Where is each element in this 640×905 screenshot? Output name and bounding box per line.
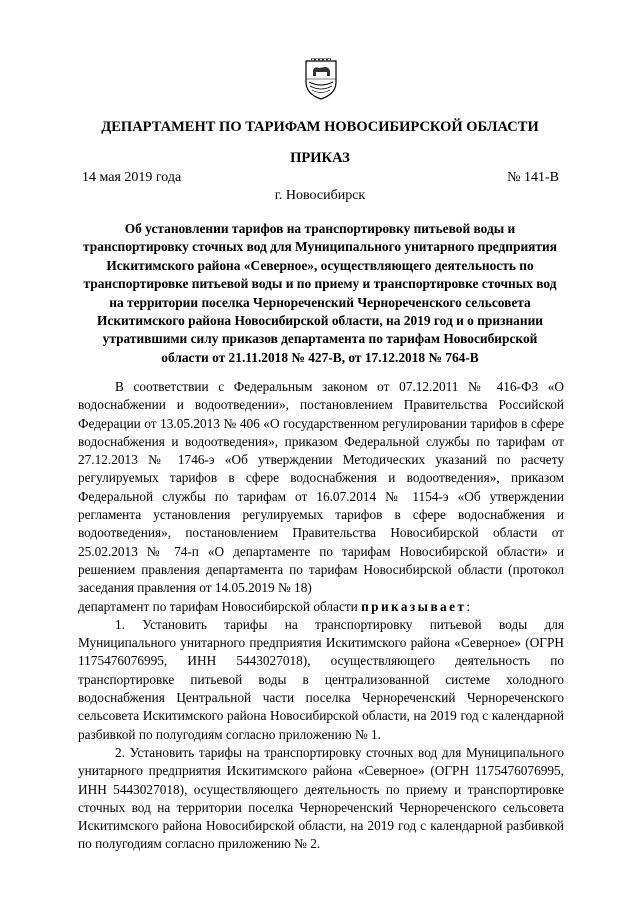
- orders-lead: департамент по тарифам Новосибирской области: [78, 598, 358, 614]
- orders-word: приказывает: [361, 598, 467, 614]
- order-body: [78, 378, 564, 854]
- preamble-paragraph: В соответствии с Федеральным законом от 07.12.2011 № 416-ФЗ «О водоснабжении и водоотведении», постановлением Правительства Российской Федерации от 13.05.2013 № 406 «О государственном регулировании тарифов в сфере водоснабжения и водоотведения», приказом Федеральной службы по тарифам от 27.12.2013 № 1746-э «Об утверждении Методических указаний по расчету регулируемых тарифов в сфере водоснабжения и водоотведения», приказом Федеральной службы по тарифам от 16.07.2014 № 1154-э «Об утверждении регламента установления регулируемых тарифов в сфере водоснабжения и водоотведения», постановлением Правительства Новосибирской области от 25.02.2013 № 74-п «О департаменте по тарифам Новосибирской области» и решением правления департамента по тарифам Новосибирской области (протокол заседания правления от 14.05.2019 № 18): [78, 379, 564, 596]
- document-type: ПРИКАЗ: [290, 150, 350, 166]
- coat-of-arms-icon: [303, 58, 339, 100]
- orders-line: департамент по тарифам Новосибирской области приказывает:: [78, 598, 471, 614]
- order-city: г. Новосибирск: [274, 188, 366, 203]
- order-item-1: 1. Установить тарифы на транспортировку питьевой воды для Муниципального унитарного предприятия Искитимского района «Северное» (ОГРН 1175476076995, ИНН 5443027018), осуществляющего деятельность по транспортировке питьевой воды в централизованной системе холодного водоснабжения Центральной части поселка Чернореченский Чернореченского сельсовета Искитимского района Новосибирской области, на 2019 год с календарной разбивкой по полугодиям согласно приложению № 1.: [78, 616, 564, 742]
- order-heading: Об установлении тарифов на транспортировку питьевой воды и транспортировку сточных вод для Муниципального унитарного предприятия Искитимского района «Северное», осуществляющего деятельность по транспортировке питьевой воды и по приему и транспортировке сточных вод на территории поселка Чернореченский Чернореченского сельсовета Искитимского района Новосибирской области, на 2019 год и о признании утратившими силу приказов департамента по тарифам Новосибирской области от 21.11.2018 № 427-В, от 17.12.2018 № 764-В: [83, 221, 557, 365]
- order-item-2: 2. Установить тарифы на транспортировку сточных вод для Муниципального унитарного предприятия Искитимского района «Северное» (ОГРН 1175476076995, ИНН 5443027018), осуществляющего деятельность по приему и транспортировке сточных вод на территории поселка Чернореченский Чернореченского сельсовета Искитимского района Новосибирской области, на 2019 год с календарной разбивкой по полугодиям согласно приложению № 2.: [78, 744, 564, 852]
- order-date: 14 мая 2019 года: [82, 170, 182, 185]
- department-name: ДЕПАРТАМЕНТ ПО ТАРИФАМ НОВОСИБИРСКОЙ ОБЛАСТИ: [101, 119, 539, 135]
- order-number: № 141-В: [507, 170, 559, 185]
